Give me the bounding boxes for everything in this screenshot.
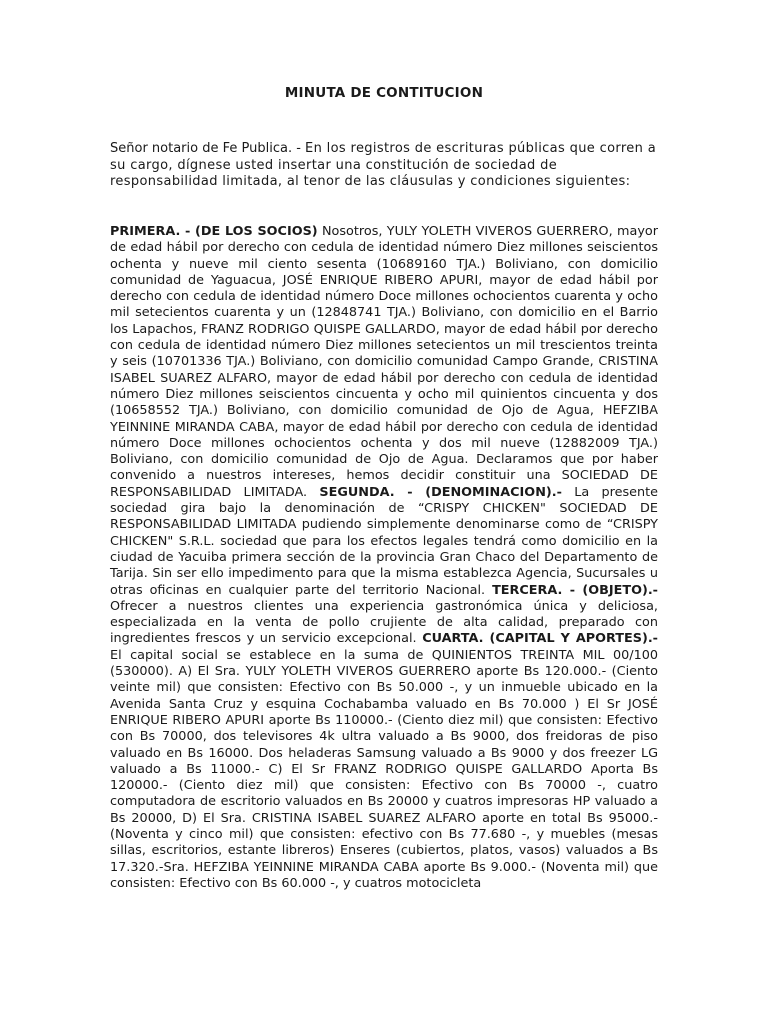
socio-name: FRANZ RODRIGO QUISPE GALLARDO — [201, 321, 436, 337]
clause-primera-text: Nosotros, — [317, 224, 387, 239]
clause-primera-text: , mayor de edad hábil por derecho con cedula de identidad número Diez millones seiscientos cincuenta y ocho mil quinientos cincuenta y dos (10658552 TJA.) Boliviano, con domicilio comunidad de Ojo de Agua, — [110, 370, 659, 419]
aporte-socio-name: FRANZ RODRIGO QUISPE GALLARDO — [333, 761, 583, 777]
clause-segunda-heading: SEGUNDA. - (DENOMINACION).- — [319, 484, 562, 500]
intro-paragraph — [110, 141, 658, 191]
clause-segunda-text: La presente sociedad gira bajo la denominación de “CRISPY CHICKEN" SOCIEDAD DE RESPONSABILIDAD LIMITADA pudiendo simplemente denominarse como de “CRISPY CHICKEN" S.R.L. sociedad que para los efectos legales tendrá como domicilio en la ciudad de Yacuiba primera sección de la provincia Gran Chaco del Departamento de Tarija. Sin ser ello impedimento para que la misma establezca Agencia, Sucursales u otras oficinas en cualquier parte del territorio Nacional. — [110, 484, 658, 598]
clause-cuarta-text: aporte Bs 110000.- (Ciento diez mil) que consisten: Efectivo con Bs 70000, dos televisores 4k ultra valuado a Bs 9000, dos freidoras de piso valuado en Bs 16000. Dos heladeras Samsung valuado a Bs 9000 y dos freezer LG valuado a Bs 11000.- C) El Sr — [110, 712, 659, 777]
clause-primera-text: , mayor de edad hábil por derecho con cedula de identidad número Diez millones seiscientos ochenta y nueve mil ciento sesenta (10689160 TJA.) Boliviano, con domicilio comunidad de Yaguacua, — [110, 224, 658, 288]
clause-tercera-heading: TERCERA. - (OBJETO).- — [492, 582, 658, 598]
aporte-socio-name: JOSÉ ENRIQUE RIBERO APURI — [110, 696, 658, 728]
clause-primera-text: , mayor de edad hábil por derecho con cedula de identidad número Diez millones setecientos un mil trescientos treinta y seis (10701336 TJA.) Boliviano, con domicilio comunidad Campo Grande, — [110, 321, 658, 370]
clause-cuarta-text: aporte Bs 120.000.- (Ciento veinte mil) que consisten: Efectivo con Bs 50.000 -, y un inmueble ubicado en la Avenida Santa Cruz y esquina Cochabamba valuado en Bs 70.000 ) El Sr — [110, 664, 658, 712]
aporte-socio-name: YULY YOLETH VIVEROS GUERRERO — [245, 664, 471, 680]
socio-name: CRISTINA ISABEL SUAREZ ALFARO — [110, 354, 658, 386]
clause-primera-text: , mayor de edad hábil por derecho con cedula de identidad número Doce millones ochocientos cuarenta y ocho mil setecientos cuarenta y un (12848741 TJA.) Boliviano, con domicilio en el Barrio los Lapachos, — [110, 272, 658, 337]
clause-tercera-text: Ofrecer a nuestros clientes una experiencia gastronómica única y deliciosa, especializada en la venta de pollo crujiente de alta calidad, preparado con ingredientes frescos y un servicio excepcional. — [110, 598, 658, 647]
document-title: MINUTA DE CONTITUCION — [284, 85, 484, 101]
clause-primera-text: , mayor de edad hábil por derecho con cedula de identidad número Doce millones ochocientos ochenta y dos mil nueve (12882009 TJA.) Boliviano, con domicilio comunidad de Ojo de Agua. Declaramos que por haber convenido a nuestros intereses, hemos decidir constituir una SOCIEDAD DE RESPONSABILIDAD LIMITADA. — [110, 419, 659, 500]
socio-name: HEFZIBA YEINNINE MIRANDA CABA — [110, 403, 658, 435]
clauses-paragraph — [110, 224, 658, 892]
socio-name: YULY YOLETH VIVEROS GUERRERO — [386, 224, 609, 239]
clause-cuarta-heading: CUARTA. (CAPITAL Y APORTES).- — [422, 631, 658, 647]
aporte-socio-name: HEFZIBA YEINNINE MIRANDA CABA — [193, 859, 419, 875]
clause-primera-heading: PRIMERA. - (DE LOS SOCIOS) — [110, 224, 318, 239]
socio-name: JOSÉ ENRIQUE RIBERO APURI — [282, 272, 479, 288]
aporte-socio-name: CRISTINA ISABEL SUAREZ ALFARO — [251, 810, 477, 826]
clause-cuarta-text: El capital social se establece en la suma de QUINIENTOS TREINTA MIL 00/100 (530000). A) El Sra. — [110, 647, 658, 680]
clause-cuarta-text: aporte Bs 9.000.- (Noventa mil) que consisten: Efectivo con Bs 60.000 -, y cuatros motocicleta — [110, 859, 658, 891]
clause-cuarta-text: Aporta Bs 120000.- (Ciento diez mil) que consisten: Efectivo con Bs 70000 -, cuatro computadora de escritorio valuados en Bs 20000 y cuatros impresoras HP valuado a Bs 20000, D) El Sra. — [110, 761, 658, 826]
intro-lead: Señor notario de Fe Publica. - — [110, 141, 306, 156]
clause-cuarta-text: aporte en total Bs 95000.- (Noventa y cinco mil) que consisten: efectivo con Bs 77.680 -, y muebles (mesas sillas, escritorios, estante libreros) Enseres (cubiertos, platos, vasos) valuados a Bs 17.320.-Sra. — [110, 810, 658, 875]
intro-rest: En los registros de escrituras públicas que corren a su cargo, dígnese usted insertar una constitución de sociedad de responsabilidad limitada, al tenor de las cláusulas y condiciones siguientes: — [110, 141, 657, 189]
